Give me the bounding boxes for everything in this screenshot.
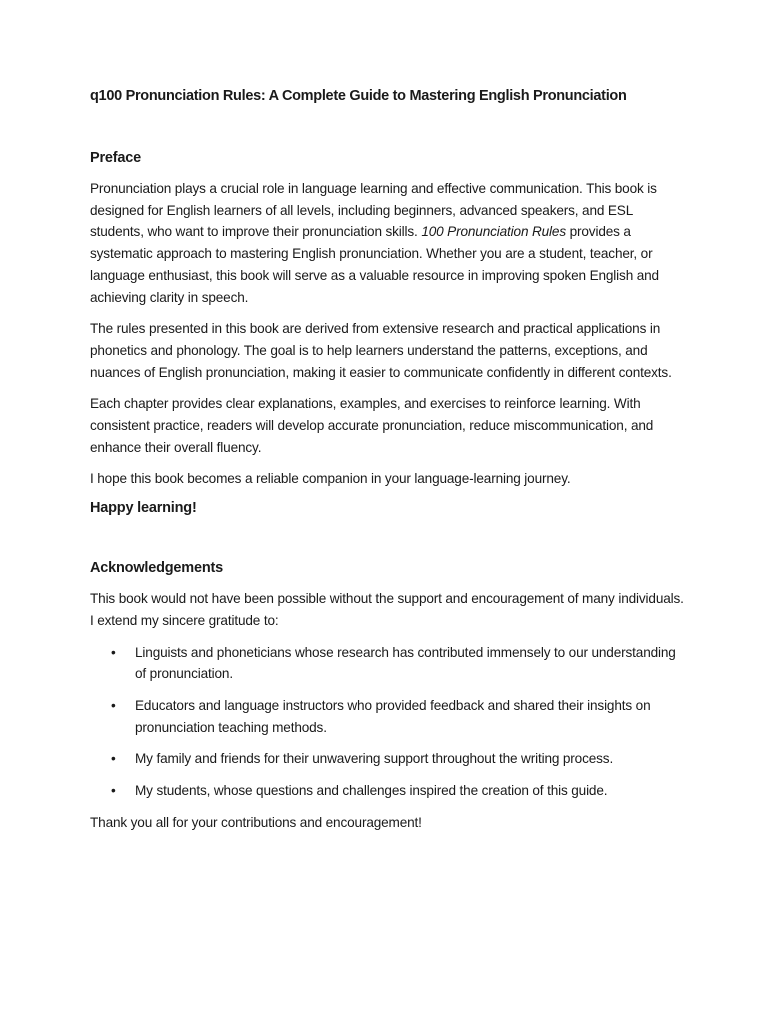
- preface-paragraph-3: Each chapter provides clear explanations, examples, and exercises to reinforce learning. With consistent practice, readers will develop accurate pronunciation, reduce miscommunication, and enhance their overall fluency.: [90, 396, 654, 455]
- acknowledgements-intro: This book would not have been possible without the support and encouragement of many individuals. I extend my sincere gratitude to:: [90, 591, 684, 628]
- preface-paragraph-1: [90, 178, 690, 308]
- document-title: q100 Pronunciation Rules: A Complete Guide to Mastering English Pronunciation: [90, 88, 627, 104]
- bullet-icon: •: [111, 751, 116, 767]
- preface-paragraph-4: I hope this book becomes a reliable companion in your language-learning journey.: [90, 471, 571, 487]
- list-item-text: My students, whose questions and challenges inspired the creation of this guide.: [135, 783, 608, 799]
- acknowledgements-heading: Acknowledgements: [90, 560, 223, 577]
- list-item-text: My family and friends for their unwavering support throughout the writing process.: [135, 751, 614, 767]
- bullet-icon: •: [111, 783, 116, 799]
- list-item-text: Educators and language instructors who provided feedback and shared their insights on pronunciation teaching methods.: [135, 697, 651, 735]
- list-item: [90, 642, 690, 685]
- list-item: [90, 780, 690, 802]
- list-item: [90, 695, 690, 738]
- preface-paragraph-1-start: Pronunciation plays a crucial role in language learning and effective communication. This book is designed for English learners of all levels, including beginners, advanced speakers, and ESL students, who want to improve their pronunciation skills.: [90, 181, 657, 240]
- acknowledgements-list: [90, 642, 690, 802]
- document-page: [90, 88, 690, 843]
- list-item: [90, 748, 690, 770]
- list-item-text: Linguists and phoneticians whose research has contributed immensely to our understanding of pronunciation.: [135, 644, 676, 682]
- acknowledgements-section: [90, 560, 690, 833]
- bullet-icon: •: [111, 644, 116, 660]
- preface-paragraph-2: The rules presented in this book are derived from extensive research and practical applications in phonetics and phonology. The goal is to help learners understand the patterns, exceptions, and nuances of English pronunciation, making it easier to communicate confidently in different contexts.: [90, 321, 672, 380]
- preface-paragraph-1-end: provides a systematic approach to mastering English pronunciation. Whether you are a student, teacher, or language enthusiast, this book will serve as a valuable resource in improving spoken English and achieving clarity in speech.: [90, 224, 659, 305]
- preface-section: [90, 150, 690, 516]
- acknowledgements-closing: Thank you all for your contributions and encouragement!: [90, 814, 422, 830]
- preface-closing: Happy learning!: [90, 500, 197, 517]
- book-title-italic: 100 Pronunciation Rules: [421, 224, 566, 240]
- bullet-icon: •: [111, 697, 116, 713]
- preface-heading: Preface: [90, 150, 141, 166]
